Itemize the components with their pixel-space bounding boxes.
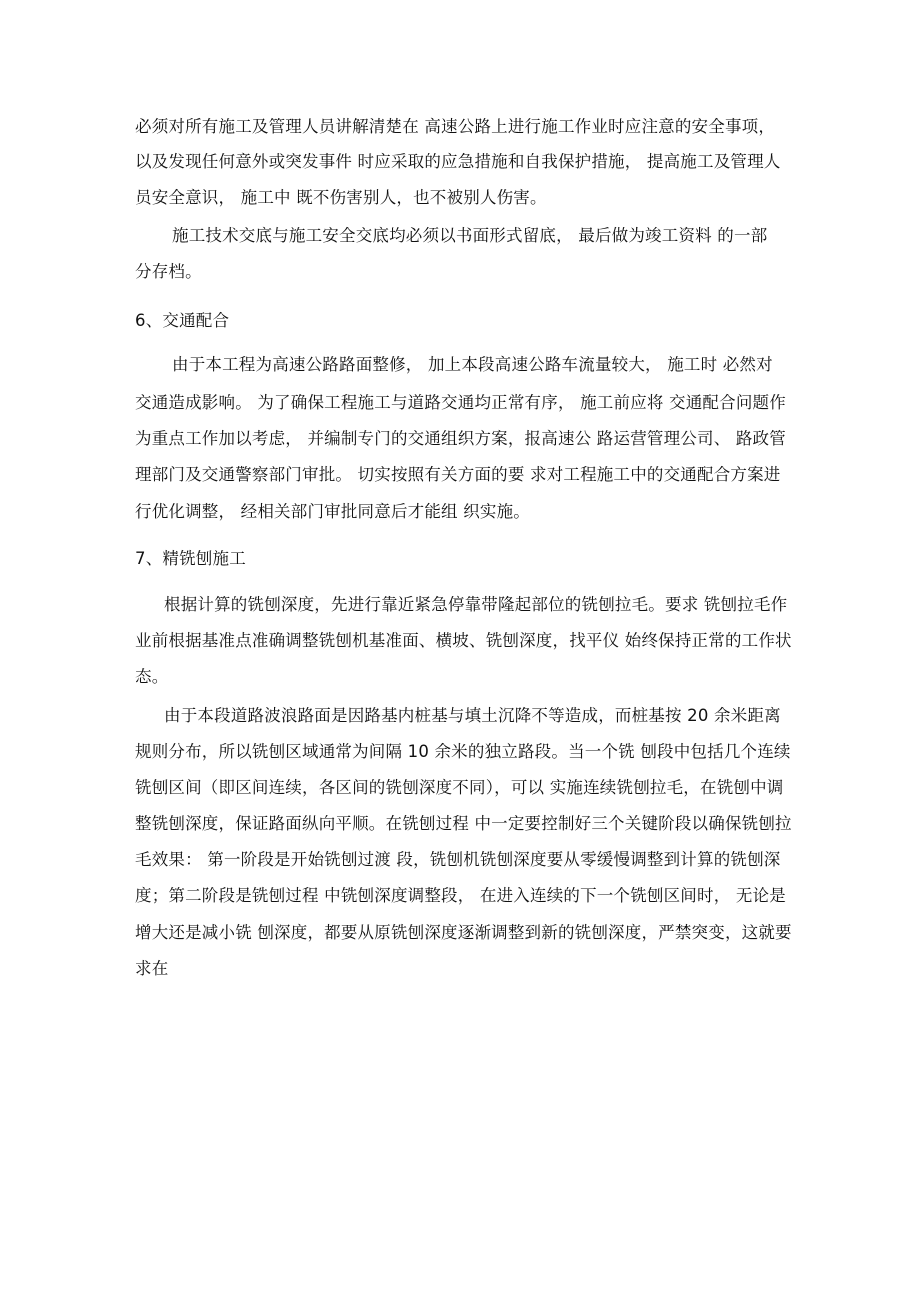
paragraph-3-line-5: 行优化调整， 经相关部门审批同意后才能组 织实施。 (135, 502, 530, 521)
paragraph-6-line-2: 规则分布，所以铣刨区域通常为间隔 10 余米的独立路段。当一个铣 刨段中包括几个连续 (135, 742, 791, 761)
paragraph-1-line-1: 必须对所有施工及管理人员讲解清楚在 高速公路上进行施工作业时应注意的安全事项， (135, 117, 776, 136)
paragraph-2-line-1: 施工技术交底与施工安全交底均必须以书面形式留底， 最后做为竣工资料 的一部 (172, 226, 768, 245)
paragraph-6-line-7: 增大还是减小铣 刨深度，都要从原铣刨深度逐渐调整到新的铣刨深度，严禁突变，这就要 (135, 923, 792, 942)
paragraph-6-line-6: 度；第二阶段是铣刨过程 中铣刨深度调整段， 在进入连续的下一个铣刨区间时， 无论是 (135, 886, 786, 905)
paragraph-3-line-4: 理部门及交通警察部门审批。 切实按照有关方面的要 求对工程施工中的交通配合方案进 (135, 465, 781, 484)
section-heading-6: 6、交通配合 (135, 311, 230, 330)
paragraph-6-line-8: 求在 (135, 959, 169, 978)
paragraph-2-line-2: 分存档。 (135, 262, 202, 281)
paragraph-1-line-2: 以及发现任何意外或突发事件 时应采取的应急措施和自我保护措施， 提高施工及管理人 (135, 152, 781, 171)
section-heading-7: 7、精铣刨施工 (135, 549, 246, 568)
paragraph-5-line-1: 根据计算的铣刨深度，先进行靠近紧急停靠带隆起部位的铣刨拉毛。要求 铣刨拉毛作 (164, 595, 788, 614)
paragraph-5-line-2: 业前根据基准点准确调整铣刨机基准面、横坡、铣刨深度，找平仪 始终保持正常的工作状 (135, 631, 792, 650)
paragraph-6-line-5: 毛效果： 第一阶段是开始铣刨过渡 段，铣刨机铣刨深度要从零缓慢调整到计算的铣刨深 (135, 850, 781, 869)
paragraph-3-line-1: 由于本工程为高速公路路面整修， 加上本段高速公路车流量较大， 施工时 必然对 (172, 355, 773, 374)
paragraph-1-line-3: 员安全意识， 施工中 既不伤害别人，也不被别人伤害。 (135, 188, 547, 207)
paragraph-3-line-3: 为重点工作加以考虑， 并编制专门的交通组织方案，报高速公 路运营管理公司、 路政管 (135, 429, 786, 448)
paragraph-6-line-1: 由于本段道路波浪路面是因路基内桩基与填土沉降不等造成，而桩基按 20 余米距离 (164, 706, 781, 725)
paragraph-3-line-2: 交通造成影响。 为了确保工程施工与道路交通均正常有序， 施工前应将 交通配合问题作 (135, 393, 786, 412)
paragraph-6-line-4: 整铣刨深度，保证路面纵向平顺。在铣刨过程 中一定要控制好三个关键阶段以确保铣刨拉 (135, 814, 792, 833)
paragraph-6-line-3: 铣刨区间（即区间连续，各区间的铣刨深度不同），可以 实施连续铣刨拉毛，在铣刨中调 (135, 778, 784, 797)
paragraph-5-line-3: 态。 (135, 667, 169, 686)
